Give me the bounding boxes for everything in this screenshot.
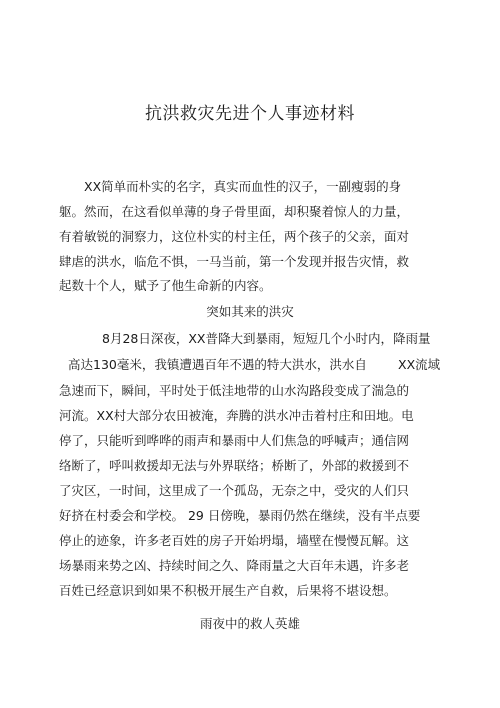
- para2-line-6: 络断了，呼叫救援却无法与外界联络；桥断了，外部的救援到不: [59, 458, 410, 473]
- para2-line-1: 8月28日深夜，XX普降大到暴雨，短短几个小时内，降雨量: [102, 331, 431, 346]
- para2-line-10: 场暴雨来势之凶、持续时间之久、降雨量之大百年未遇，许多老: [59, 558, 410, 573]
- section-heading-2: 雨夜中的救人英雄: [199, 616, 300, 631]
- para1-line-5: 起数十个人，赋予了他生命新的内容。: [59, 278, 272, 293]
- para1-line-4: 肆虐的洪水，临危不惧，一马当前，第一个发现并报告灾情，救: [59, 254, 410, 269]
- para2-line-8: 好挤在村委会和学校。 29 日傍晚，暴雨仍然在继续，没有半点要: [59, 508, 421, 523]
- document-title: 抗洪救灾先进个人事迹材料: [145, 104, 355, 124]
- para2-line-4: 河流。XX村大部分农田被淹，奔腾的洪水冲击着村庄和田地。电: [59, 408, 414, 423]
- para2-line-3: 急速而下，瞬间，平时处于低洼地带的山水沟路段变成了湍急的: [59, 383, 410, 398]
- para2-line-7: 了灾区，一时间，这里成了一个孤岛，无奈之中，受灾的人们只: [59, 483, 410, 498]
- para1-line-1: XX简单而朴实的名字，真实而血性的汉子，一副瘦弱的身: [84, 179, 402, 194]
- para1-line-2: 躯。然而，在这看似单薄的身子骨里面，却积聚着惊人的力量，: [59, 204, 410, 219]
- para2-line-11: 百姓已经意识到如果不积极开展生产自救，后果将不堪设想。: [59, 583, 397, 598]
- para1-line-3: 有着敏锐的洞察力，这位朴实的村主任，两个孩子的父亲，面对: [59, 229, 410, 244]
- para2-line-2b: XX流域: [398, 357, 441, 372]
- section-heading-1: 突如其来的洪灾: [206, 304, 294, 319]
- para2-line-9: 停止的迹象，许多老百姓的房子开始坍塌，墙壁在慢慢瓦解。这: [59, 533, 410, 548]
- para2-line-2a: 高达130毫米，我镇遭遇百年不遇的特大洪水，洪水自: [68, 357, 367, 372]
- para2-line-5: 停了，只能听到哗哗的雨声和暴雨中人们焦急的呼喊声；通信网: [59, 433, 410, 448]
